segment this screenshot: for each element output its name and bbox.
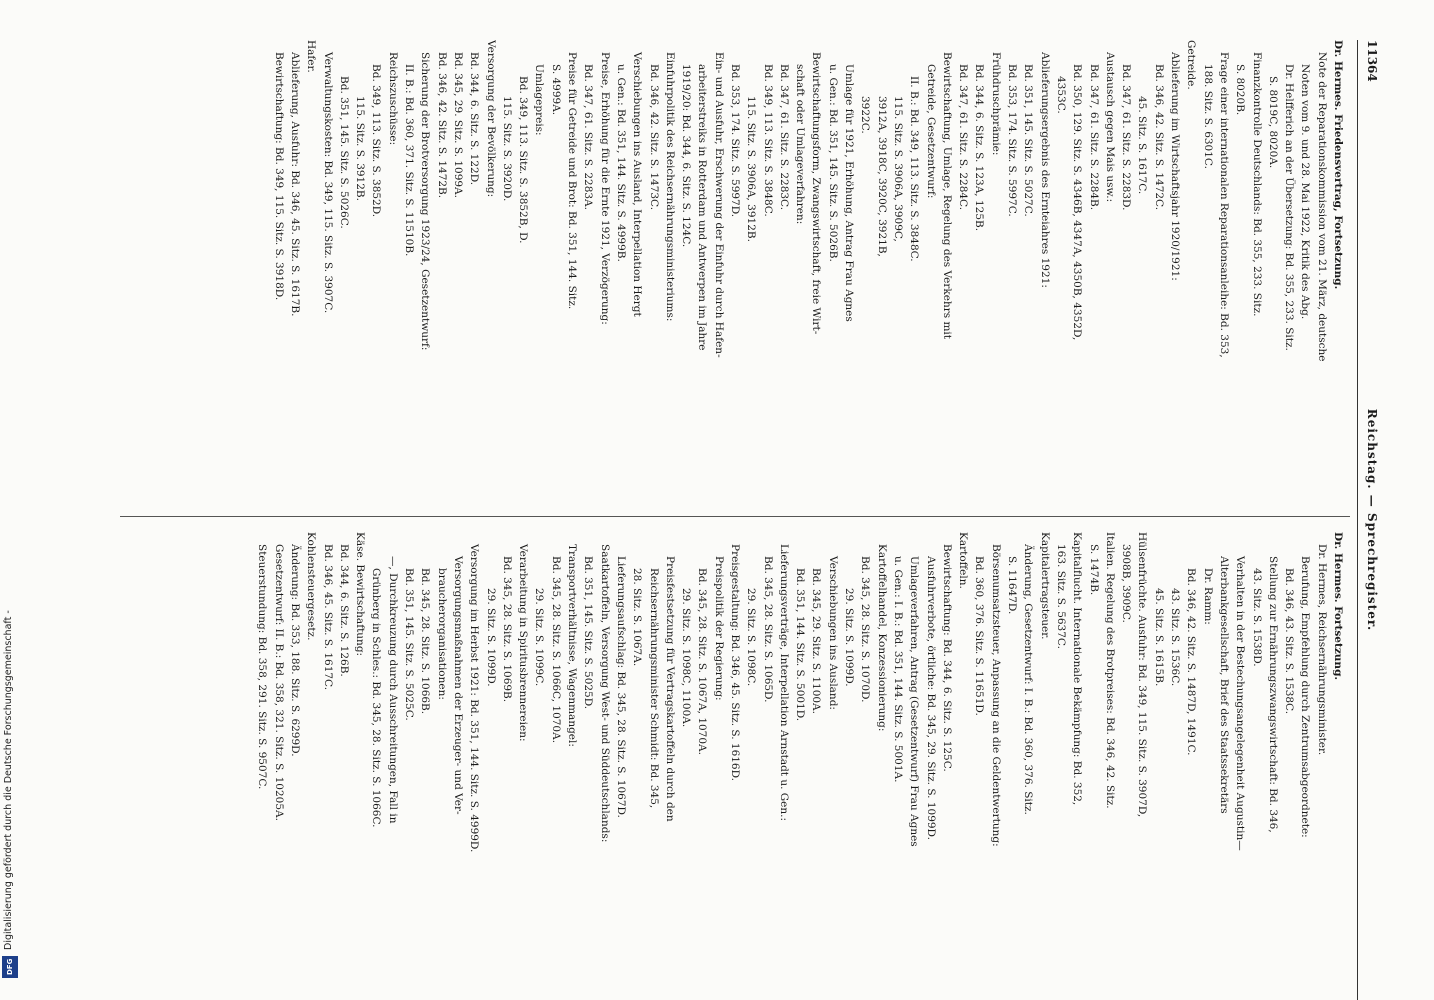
register-entry-line: Bd. 346, 42. Sitz. S. 1487D, 1491C.	[1185, 568, 1198, 756]
register-entry-line: 28. Sitz. S. 1067A.	[631, 568, 644, 667]
register-entry-line: 163. Sitz. S. 5637C.	[1054, 544, 1067, 649]
register-entry-line: Bd. 351, 145. Sitz. S. 5027C.	[1022, 64, 1035, 217]
register-entry-line: 3912A, 3918C, 3920C, 3921B,	[875, 96, 888, 257]
register-entry-line: Grünberg in Schles.: Bd. 345, 28. Sitz. S. 1066C.	[370, 568, 383, 828]
register-entry-line: Bd. 347, 61. Sitz. S. 2283A.	[582, 64, 595, 210]
register-entry-line: Ein- und Ausfuhr, Erschwerung der Einfuhr durch Hafen-	[712, 52, 725, 358]
register-entry-line: Reichsernährungsminister Schmidt: Bd. 345,	[647, 568, 660, 809]
register-entry-line: Ausfuhrverbote, örtliche: Bd. 345, 29. Sitz. S. 1099D.	[924, 556, 937, 840]
register-entry-line: Bd. 350, 129. Sitz. S. 4346B, 4347A, 4350B, 4352D,	[1071, 64, 1084, 341]
register-entry-line: Versorgungsmaßnahmen der Erzeuger- und Ver-	[451, 556, 464, 815]
register-entry-line: Bd. 345, 28. Sitz. S. 1066B.	[419, 568, 432, 715]
page-header	[1356, 40, 1380, 1000]
register-entry-line: Bd. 346, 43. Sitz. S. 1538C.	[1283, 568, 1296, 715]
register-entry-line: Getreide, Gesetzentwurf:	[924, 64, 937, 199]
register-entry-line: Hafer.	[305, 40, 318, 73]
register-entry-line: Versorgung der Bevölkerung:	[484, 40, 497, 198]
register-entry-line: Verschiebungen ins Ausland, Interpellation Hergt	[631, 52, 644, 317]
register-entry-line: Lieferungsverträge, Interpellation Arnstadt u. Gen.:	[777, 544, 790, 822]
register-entry-line: Dr. Hermes. Friedensvertrag, Fortsetzung.	[1332, 40, 1344, 290]
register-entry-line: Umlageverfahren, Antrag (Gesetzentwurf) Frau Agnes	[908, 556, 921, 847]
register-entry-line: Ablieferung im Wirtschaftsjahr 1920/1921:	[1169, 52, 1182, 281]
register-entry-line: Bd. 344, 6. Sitz. S. 123A, 125B.	[973, 64, 986, 232]
register-entry-line: Bd. 351, 144. Sitz. S. 5001D.	[794, 568, 807, 722]
register-entry-line: Transportverhältnisse, Wagenmangel:	[566, 544, 579, 747]
register-entry-line: Preise für Getreide und Brot: Bd. 351, 144. Sitz.	[566, 52, 579, 310]
register-entry-line: Änderung: Bd. 353, 188. Sitz. S. 6299D.	[289, 544, 301, 757]
register-entry-line: 115. Sitz. S. 3906A, 3912B.	[745, 96, 758, 242]
register-entry-line: Bd. 344, 6. Sitz. S. 126B.	[337, 544, 350, 677]
header-rule	[1357, 40, 1358, 1000]
register-entry-line: u. Gen.: Bd. 351, 144. Sitz. S. 4999B.	[614, 64, 627, 262]
register-entry-line: Änderung, Gesetzentwurf: I. B.: Bd. 360, 376. Sitz.	[1022, 544, 1035, 815]
register-entry-line: Lieferungsaufschlag: Bd. 345, 28. Sitz. S. 1067D.	[614, 556, 627, 818]
register-entry-line: Bd. 351, 145. Sitz. S. 5025D.	[582, 556, 595, 710]
register-entry-line: Bd. 345, 28. Sitz. S. 1067A, 1070A.	[696, 568, 709, 755]
register-entry-line: Ablieferungsergebnis des Ernteiahres 1921:	[1038, 52, 1051, 288]
register-entry-line: 43. Sitz. S. 1536C.	[1169, 588, 1182, 687]
register-entry-line: Preisfestsetzung für Vertragskartoffeln durch den	[663, 556, 676, 822]
register-entry-line: 3908B, 3909C.	[1120, 544, 1133, 623]
register-entry-line: Versorgung im Herbst 1921: Bd. 351, 144. Sitz. S. 4999D.	[468, 544, 481, 853]
register-entry-line: 29. Sitz. S. 1098C.	[745, 588, 758, 687]
register-entry-line: Verwaltungskosten: Bd. 349, 115. Sitz. S. 3907C.	[321, 52, 334, 314]
register-entry-line: Bd. 345, 28. Sitz. S. 1069B.	[500, 556, 513, 703]
register-title: Reichstag. — Sprechregister.	[1365, 408, 1379, 632]
register-entry-line: Dr. Hermes, Reichsernährungsminister.	[1315, 544, 1328, 756]
left-column	[116, 40, 1346, 500]
register-entry-line: Bewirtschaftungsform, Zwangswirtschaft, freie Wirt-	[810, 52, 823, 335]
register-entry-line: Noten vom 9. und 28. Mai 1922, Kritik des Abg.	[1299, 64, 1312, 320]
register-entry-line: Frage einer internationalen Reparationsanleihe: Bd. 353,	[1217, 52, 1230, 358]
register-entry-line: II. B.: Bd. 360, 371. Sitz. S. 11510B.	[403, 64, 416, 257]
register-entry-line: Note der Reparationskommission vom 21. März, deutsche	[1315, 52, 1328, 362]
register-entry-line: 188. Sitz. S. 6301C.	[1201, 64, 1214, 169]
register-entry-line: Preise, Erhöhung für die Ernte 1921, Verzögerung:	[598, 52, 611, 325]
register-entry-line: 29. Sitz. S. 1099D.	[484, 588, 497, 687]
register-entry-line: Austausch gegen Mais usw.:	[1103, 52, 1116, 203]
rotated-register-page	[110, 40, 1380, 1000]
register-entry-line: Bd. 345, 28. Sitz. S. 1066C, 1070A.	[549, 556, 562, 744]
register-entry-line: Bewirtschaftung: Bd. 344, 6. Sitz. S. 125C.	[940, 544, 953, 772]
register-entry-line: 45. Sitz. S. 1615B.	[1152, 588, 1165, 687]
register-entry-line: Kartoffelhandel, Konzessionierung:	[875, 544, 888, 732]
register-entry-line: Berufung, Empfehlung durch Zentrumsabgeordnete:	[1299, 556, 1312, 838]
register-entry-line: S. 4999A.	[549, 64, 562, 116]
register-entry-line: Reichszuschüsse:	[386, 52, 399, 146]
register-entry-line: u. Gen.: Bd. 351, 145. Sitz. S. 5026B.	[826, 64, 839, 262]
register-entry-line: Bd. 349, 113. Sitz. S. 3848C.	[761, 64, 774, 217]
register-entry-line: Sicherung der Brotversorgung 1923/24, Gesetzentwurf:	[419, 52, 432, 351]
register-entry-line: Bd. 347, 61. Sitz. S. 2283C.	[777, 64, 790, 211]
register-entry-line: Bewirtschaftung: Bd. 349, 115. Sitz. S. 3918D.	[272, 52, 285, 301]
register-entry-line: Verschiebungen ins Ausland:	[826, 556, 839, 710]
register-entry-line: Verhalten in der Bestechungsangelegenheit Augustin—	[1234, 556, 1247, 851]
register-entry-line: Dr. Hermes. Fortsetzung.	[1332, 532, 1344, 681]
register-entry-line: Kapitalertragsteuer.	[1038, 532, 1051, 640]
register-entry-line: Bd. 345, 28. Sitz. S. 1065D.	[761, 556, 774, 703]
register-entry-line: Bd. 349, 113. Sitz. S. 3852B, D.	[517, 76, 530, 244]
register-entry-line: Bd. 347, 61. Sitz. S. 2284B.	[1087, 64, 1100, 211]
register-entry-line: braucherorganisationen:	[435, 568, 448, 700]
register-entry-line: Verarbeitung in Spiritusbrennereien:	[517, 544, 530, 742]
register-entry-line: Bd. 346, 45. Sitz. S. 1617C.	[321, 544, 334, 691]
register-entry-line: —, Durchkreuzung durch Ausschreitungen, Fall in	[386, 556, 399, 824]
register-entry-line: Umlage für 1921, Erhöhung, Antrag Frau Agnes	[843, 64, 856, 322]
register-entry-line: Bewirtschaftung, Umlage, Regelung des Verkehrs mit	[940, 52, 953, 339]
register-entry-line: 43. Sitz. S. 1538D.	[1250, 568, 1263, 667]
column-divider	[120, 516, 1350, 517]
register-entry-line: 115. Sitz. S. 3920D.	[500, 96, 513, 202]
register-entry-line: Bd. 353, 174. Sitz. S. 5997C.	[1006, 64, 1019, 217]
register-entry-line: Dr. Helfferich an der Übersetzung: Bd. 355, 233. Sitz.	[1283, 64, 1296, 351]
register-entry-line: S. 11647D.	[1006, 556, 1019, 615]
register-entry-line: Einfuhrpolitik des Reichsernährungsministeriums:	[663, 52, 676, 322]
register-entry-line: S. 8020B.	[1234, 64, 1247, 116]
register-entry-line: Bd. 345, 28. Sitz. S. 1070D.	[859, 556, 872, 703]
register-entry-line: Kartoffeln.	[957, 532, 970, 589]
register-entry-line: Bd. 353, 174. Sitz. S. 5997D.	[729, 64, 742, 218]
register-entry-line: Bd. 349, 113. Sitz. S. 3852D.	[370, 64, 383, 218]
register-entry-line: Bd. 347, 61. Sitz. S. 2283D.	[1120, 64, 1133, 211]
register-entry-line: Gesetzentwurf: II. B.: Bd. 358, 321. Sitz. S. 10205A.	[272, 544, 285, 821]
register-entry-line: Steuerstundung: Bd. 358, 291. Sitz. S. 9507C.	[256, 544, 269, 790]
register-entry-line: Finanzkontrolle Deutschlands: Bd. 355, 233. Sitz.	[1250, 52, 1263, 317]
register-entry-line: Bd. 347, 61. Sitz. S. 2284C.	[957, 64, 970, 211]
register-entry-line: Getreide.	[1185, 40, 1198, 90]
register-entry-line: u. Gen.: I. B.: Bd. 351, 144. Sitz. S. 5001A.	[891, 556, 904, 783]
register-entry-line: Frühdruschprämie:	[989, 52, 1002, 156]
register-entry-line: 115. Sitz. S. 3912B.	[354, 96, 367, 201]
register-entry-line: Kapitalflucht. Internationale Bekämpfung: Bd. 352,	[1071, 532, 1084, 806]
register-entry-line: Kohlensteuergesetz.	[305, 532, 318, 641]
register-entry-line: Italien. Regelung des Brotpreises: Bd. 346, 42. Sitz.	[1103, 532, 1116, 809]
register-entry-line: Bd. 345, 29. Sitz. S. 1099A.	[451, 52, 464, 198]
register-entry-line: Bd. 346, 42. Sitz. S. 1473C.	[647, 64, 660, 211]
register-entry-line: Preispolitik der Regierung:	[712, 556, 725, 701]
right-column	[116, 532, 1346, 992]
register-entry-line: Hülsenfrüchte. Ausfuhr: Bd. 349, 115. Sitz. S. 3907D,	[1136, 532, 1149, 818]
register-entry-line: Bd. 346, 42. Sitz. S. 1472C.	[1152, 64, 1165, 211]
register-entry-line: Börsenumsatzsteuer, Anpassung an die Geldentwertung:	[989, 544, 1002, 847]
register-entry-line: Bd. 351, 145. Sitz. S. 5025C.	[403, 568, 416, 721]
dfg-logo: DFG	[2, 956, 18, 978]
footer-credit: Digitalisierung gefördert durch die Deutsche Forschungsgemeinschaft -	[3, 610, 14, 950]
register-entry-line: Bd. 351, 145. Sitz. S. 5026C.	[337, 76, 350, 229]
register-entry-line: Dr. Ramm:	[1201, 568, 1214, 625]
register-entry-line: Bd. 360, 376. Sitz. S. 11651D.	[973, 556, 986, 716]
register-entry-line: S. 8019C, 8020A.	[1266, 76, 1279, 169]
digitization-footer	[0, 480, 22, 1000]
register-entry-line: Stellung zur Ernährungszwangswirtschaft: Bd. 346,	[1266, 556, 1279, 833]
register-entry-line: Saatkartoffeln, Versorgung West- und Süddeutschlands:	[598, 544, 611, 843]
register-entry-line: 29. Sitz. S. 1098C, 1100A.	[680, 588, 693, 728]
register-entry-line: Käse. Bewirtschaftung:	[354, 532, 367, 657]
register-entry-line: 29. Sitz. S. 1099C.	[533, 588, 546, 687]
register-entry-line: Bd. 345, 29. Sitz. S. 1100A.	[810, 568, 823, 714]
page-number: 11364	[1365, 40, 1379, 82]
register-entry-line: schaft oder Umlageverfahren:	[794, 64, 807, 225]
register-entry-line: 29. Sitz. S. 1099D.	[843, 588, 856, 687]
register-entry-line: Alterbankgesellschaft, Brief des Staatssekretärs	[1217, 556, 1230, 814]
register-entry-line: 4353C.	[1054, 76, 1067, 114]
register-entry-line: 3922C.	[859, 96, 872, 134]
register-entry-line: Bd. 346, 42. Sitz. S. 1472B.	[435, 52, 448, 199]
register-entry-line: II. B.: Bd. 349, 113. Sitz. S. 3848C.	[908, 76, 921, 262]
register-entry-line: S. 1474B.	[1087, 544, 1100, 596]
register-entry-line: 45. Sitz. S. 1617C.	[1136, 96, 1149, 195]
register-entry-line: Preisgestaltung: Bd. 346, 45. Sitz. S. 1616D.	[729, 544, 742, 781]
register-entry-line: 1919/20: Bd. 344, 6. Sitz. S. 124C.	[680, 64, 693, 248]
register-entry-line: arbeiterstreiks in Rotterdam und Antwerpen im Jahre	[696, 64, 709, 351]
register-entry-line: Bd. 344, 6. Sitz. S. 122D.	[468, 52, 481, 186]
register-entry-line: 115. Sitz. S. 3906A, 3909C,	[891, 96, 904, 242]
register-entry-line: Ablieferung, Ausfuhr: Bd. 346, 45. Sitz. S. 1617B.	[289, 52, 301, 317]
register-entry-line: Umlagepreis:	[533, 64, 546, 136]
